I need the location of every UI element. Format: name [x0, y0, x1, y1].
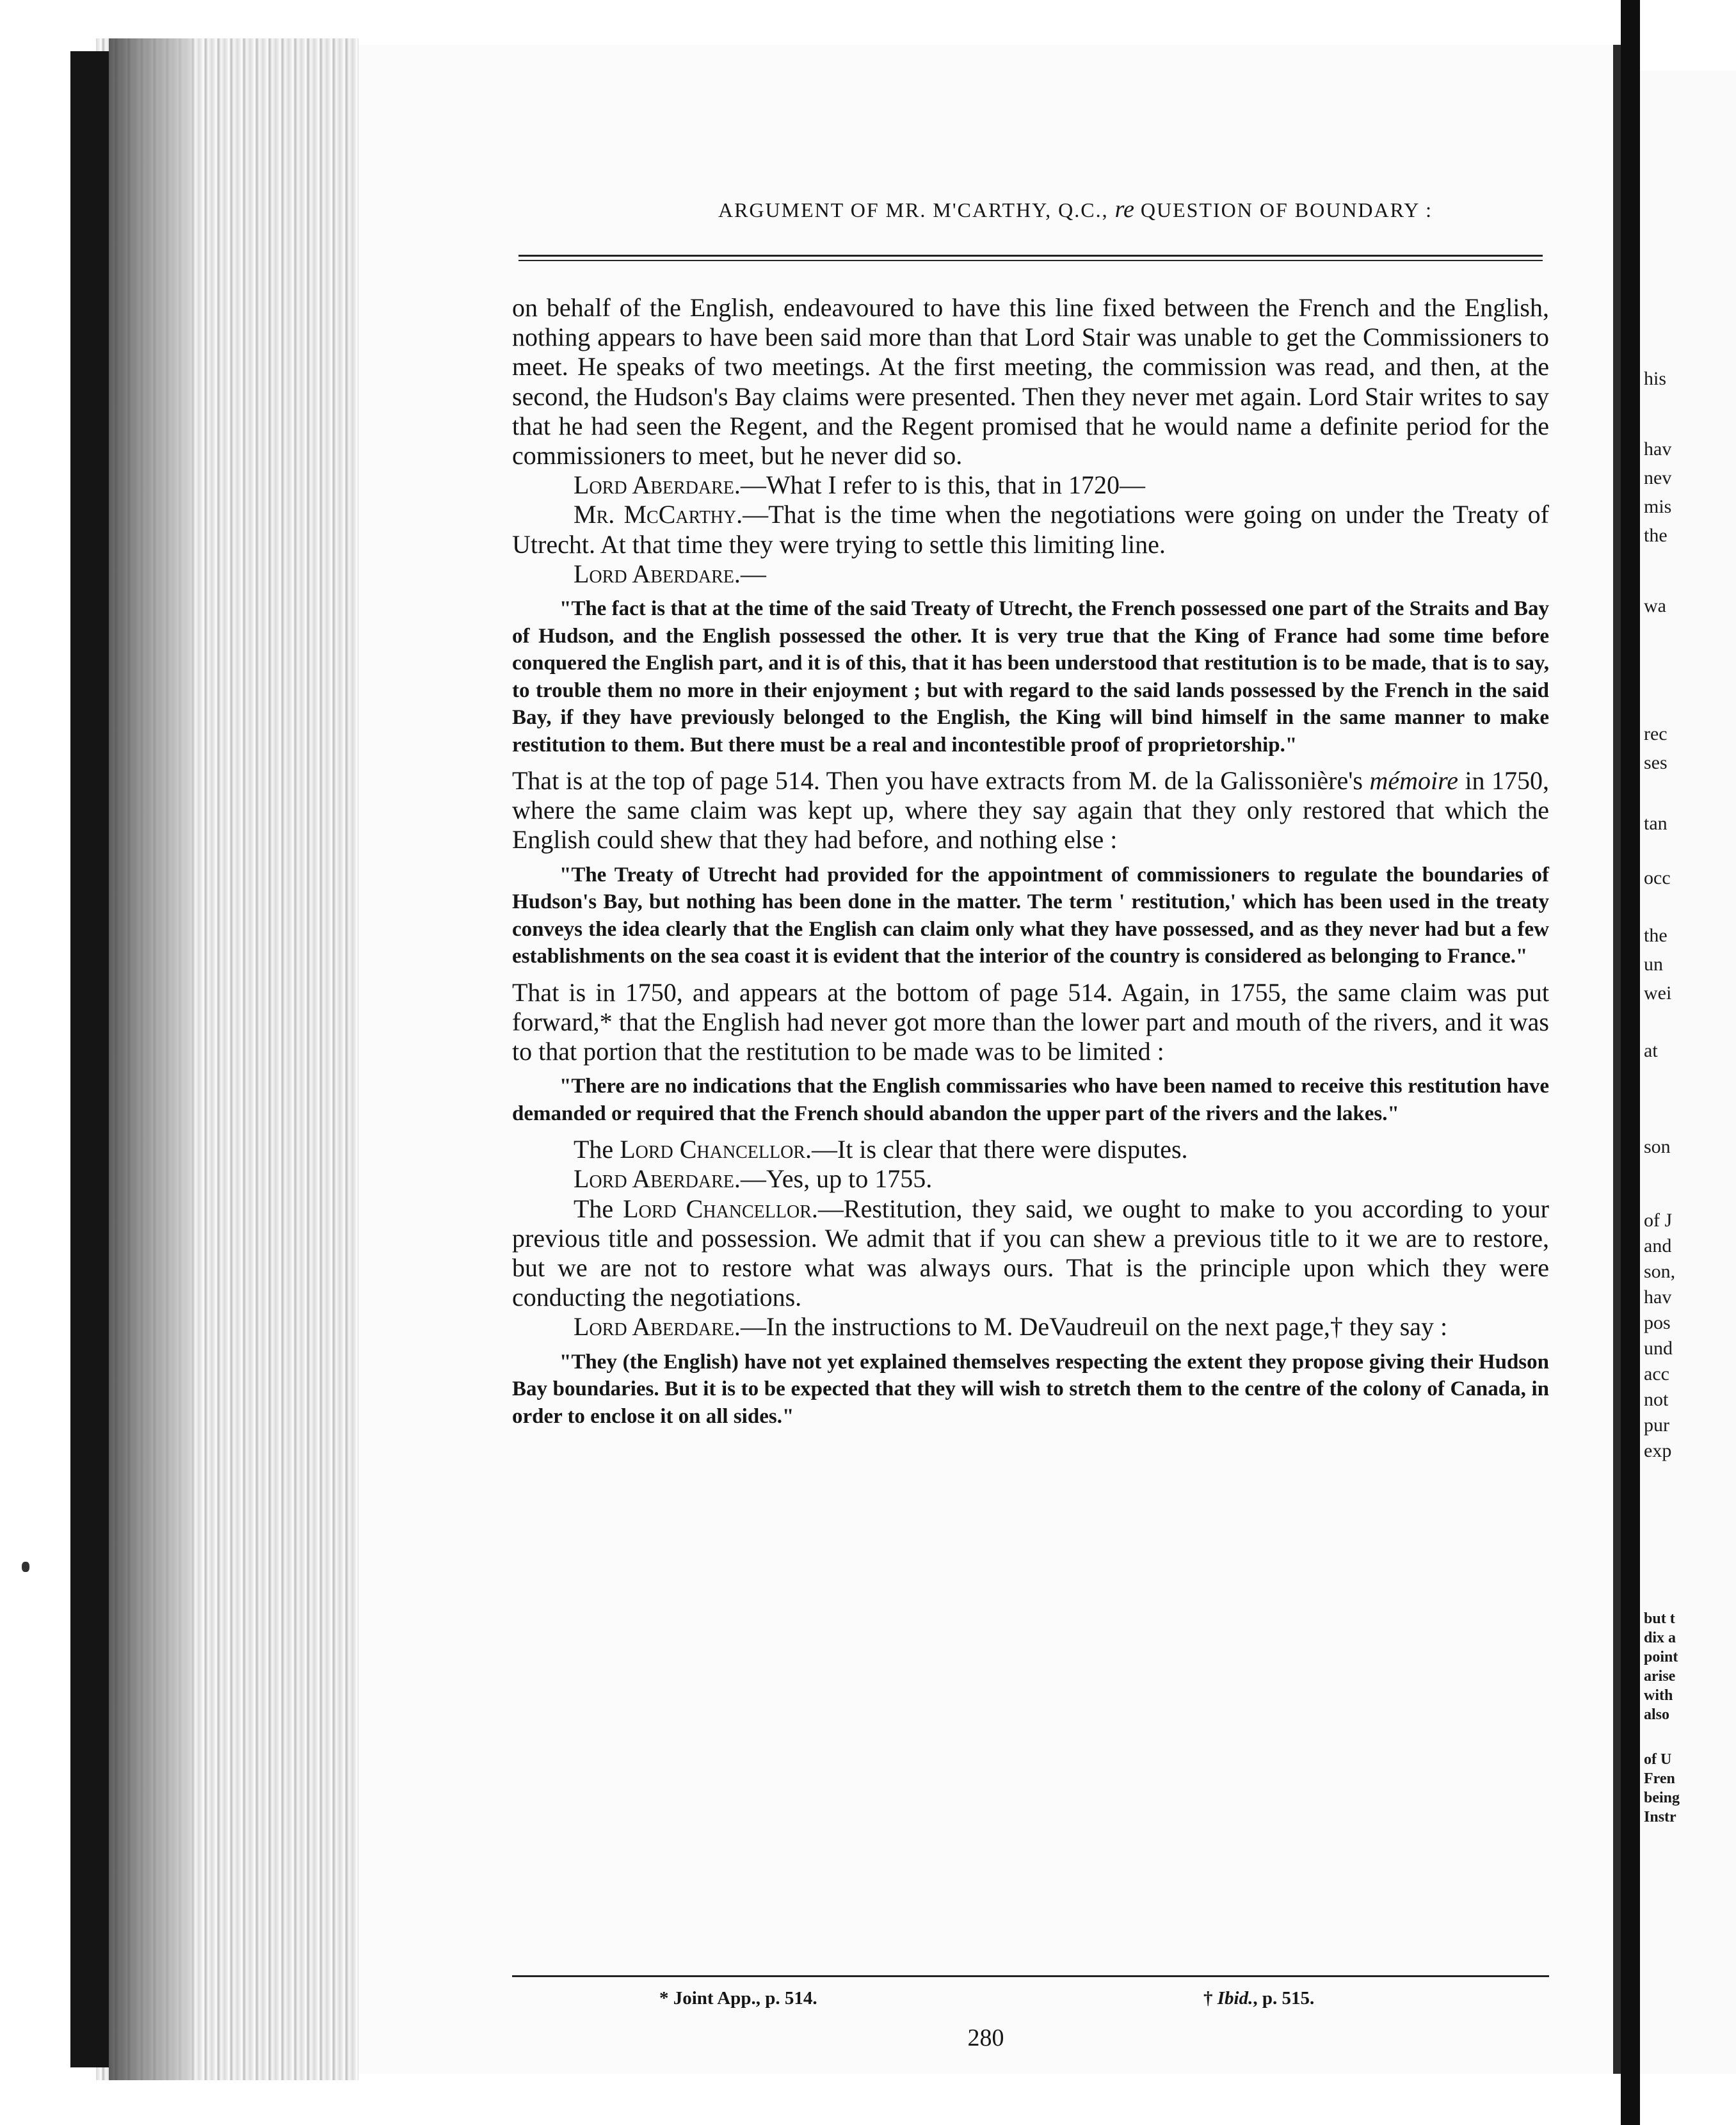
facing-fragment: occ — [1644, 867, 1671, 888]
facing-footnote-fragment: point — [1644, 1649, 1678, 1665]
speech-text: —Restitution, they said, we ought to make to you according to your previous title and possession. We admit that if you can shew a previous title to it we are to restore, but we are not to restore what was always ours. That is the principle upon which they were conducting the negotiations. — [512, 1194, 1549, 1312]
page-body — [512, 293, 1549, 1438]
paragraph-chancellor-disputes: The Lord Chancellor.—It is clear that there were disputes. — [574, 1135, 1188, 1164]
speech-text: —In the instructions to M. DeVaudreuil on the next page,† they say : — [740, 1312, 1448, 1342]
facing-fragment: at — [1644, 1040, 1658, 1061]
speaker-name: Mr. McCarthy. — [574, 500, 743, 529]
speaker-name: Lord Aberdare. — [574, 1164, 741, 1194]
facing-footnote-fragment: but t — [1644, 1610, 1675, 1627]
running-head-subject: QUESTION OF BOUNDARY : — [1140, 198, 1433, 221]
facing-page — [1640, 70, 1736, 2074]
facing-fragment: exp — [1644, 1440, 1672, 1461]
speech-text: —It is clear that there were disputes. — [811, 1135, 1188, 1164]
facing-fragment: acc — [1644, 1363, 1669, 1384]
facing-fragment: wei — [1644, 982, 1672, 1004]
page-block-stack — [96, 38, 358, 2080]
paragraph-aberdare-vaudreuil — [512, 1312, 1549, 1342]
facing-fragment: und — [1644, 1338, 1673, 1359]
facing-fragment: pur — [1644, 1415, 1669, 1436]
speaker-name: Lord Aberdare. — [574, 559, 741, 588]
facing-footnote-fragment: also — [1644, 1706, 1670, 1723]
facing-fragment: pos — [1644, 1312, 1671, 1333]
book-page — [358, 45, 1613, 2074]
facing-fragment: rec — [1644, 723, 1668, 744]
facing-fragment: not — [1644, 1389, 1669, 1410]
facing-footnote-fragment: Instr — [1644, 1809, 1676, 1825]
running-head-re: re — [1114, 196, 1134, 223]
facing-fragment: wa — [1644, 595, 1666, 616]
paragraph-chancellor-restitution: The Lord Chancellor.—Restitution, they said, we ought to make to you according to your previous title and possession. We admit that if you can shew a previous title to it we are to restore, but we are not to restore what was always ours. That is the principle upon which they were conducting the negotiations. — [512, 1194, 1549, 1312]
facing-footnote-fragment: arise — [1644, 1668, 1676, 1685]
facing-footnote-fragment: dix a — [1644, 1630, 1676, 1646]
paragraph-mccarthy — [512, 500, 1549, 559]
facing-fragment: mis — [1644, 496, 1672, 517]
facing-fragment: the — [1644, 525, 1668, 546]
paragraph-aberdare-quote-intro — [512, 559, 1549, 589]
block-quote-utrecht: "The fact is that at the time of the said Treaty of Utrecht, the French possessed one part of the Straits and Bay of Hudson, and the English possessed the other. It is very true that the King of France had some time before conquered the English part, and it is of this, that it has been understood that restitution is to be made, that is to say, to trouble them no more in their enjoyment ; but with regard to the said lands possessed by the French in the said Bay, if they have previously belonged to the English, the King will bind himself in the same manner to make restitution to them. But there must be a real and incontestible proof of proprietorship." — [512, 597, 1549, 757]
paragraph-aberdare-1720 — [512, 470, 1549, 500]
facing-fragment: ses — [1644, 752, 1668, 773]
facing-footnote-fragment: of U — [1644, 1751, 1672, 1768]
speaker-name: Lord Aberdare. — [574, 470, 741, 500]
facing-fragment: son, — [1644, 1261, 1676, 1282]
facing-fragment: the — [1644, 925, 1668, 946]
header-rule-top — [518, 255, 1543, 257]
block-quote-commissaries: "There are no indications that the English commissaries who have been named to receive this restitution have demanded or required that the French should abandon the upper part of the rivers and the lakes." — [512, 1075, 1549, 1125]
footnote-ibid: † Ibid., p. 515. — [1203, 1988, 1315, 2009]
footnote-joint-app: * Joint App., p. 514. — [659, 1988, 817, 2009]
speaker-name: Lord Aberdare. — [574, 1312, 741, 1342]
paragraph-1750: That is in 1750, and appears at the bottom of page 514. Again, in 1755, the same claim was put forward,* that the English had never got more than the lower part and mouth of the rivers, and it was to that portion that the restitution to be made was to be limited : — [512, 977, 1549, 1066]
scan-speck — [22, 1562, 29, 1572]
paragraph-continuation: on behalf of the English, endeavoured to have this line fixed between the French and the English, nothing appears to have been said more than that Lord Stair was unable to get the Commissioners to meet. He speaks of two meetings. At the first meeting, the commission was read, and then, at the second, the Hudson's Bay claims were presented. Then they never met again. Lord Stair writes to say that he had seen the Regent, and the Regent promised that he would name a definite period for the commissioners to meet, but he never did so. — [512, 293, 1549, 470]
facing-fragment: his — [1644, 368, 1667, 389]
running-head-title: ARGUMENT OF MR. M'CARTHY, Q.C., — [718, 198, 1109, 221]
speech-text: —That is the time when the negotiations were going on under the Treaty of Utrecht. At that time they were trying to settle this limiting line. — [512, 500, 1549, 559]
facing-fragment: and — [1644, 1235, 1672, 1256]
speech-text: —Yes, up to 1755. — [740, 1164, 933, 1194]
speech-text: — — [740, 559, 766, 588]
facing-footnote-fragment: being — [1644, 1790, 1680, 1806]
speaker-name: Lord Chancellor. — [623, 1194, 818, 1223]
footnote-rule — [512, 1975, 1549, 1977]
header-rule-bottom — [518, 260, 1543, 261]
facing-fragment: of J — [1644, 1210, 1673, 1231]
facing-fragment: tan — [1644, 813, 1668, 834]
paragraph-galissoniere: That is at the top of page 514. Then you have extracts from M. de la Galissonière's mémoire in 1750, where the same claim was kept up, where they say again that they only restored that which the English could shew that they had before, and nothing else : — [512, 766, 1550, 854]
facing-fragment: hav — [1644, 438, 1672, 460]
facing-fragment: son — [1644, 1136, 1671, 1157]
speech-text: —What I refer to is this, that in 1720— — [740, 470, 1145, 500]
book-gutter — [1621, 0, 1640, 2125]
block-quote-canada: "They (the English) have not yet explained themselves respecting the extent they propose giving their Hudson Bay boundaries. But it is to be expected that they will wish to stretch them to the centre of the colony of Canada, in order to enclose it on all sides." — [512, 1350, 1549, 1428]
facing-fragment: hav — [1644, 1287, 1672, 1308]
facing-footnote-fragment: Fren — [1644, 1770, 1675, 1787]
paragraph-aberdare-1755 — [512, 1164, 1549, 1194]
facing-footnote-fragment: with — [1644, 1687, 1673, 1704]
facing-fragment: nev — [1644, 467, 1672, 488]
running-head — [640, 195, 1511, 223]
block-quote-restitution: "The Treaty of Utrecht had provided for the appointment of commissioners to regulate the boundaries of Hudson's Bay, but nothing has been done in the matter. The term ' restitution,' which has been used in the treaty conveys the idea clearly that the English can claim only what they have possessed, and as they never had but a few establishments on the sea coast it is evident that the interior of the country is considered as belonging to France." — [512, 863, 1549, 968]
memoire-italic: mémoire — [1369, 766, 1458, 796]
page-number: 280 — [967, 2025, 1004, 2051]
facing-fragment: un — [1644, 954, 1663, 975]
speaker-name: Lord Chancellor. — [620, 1135, 812, 1164]
